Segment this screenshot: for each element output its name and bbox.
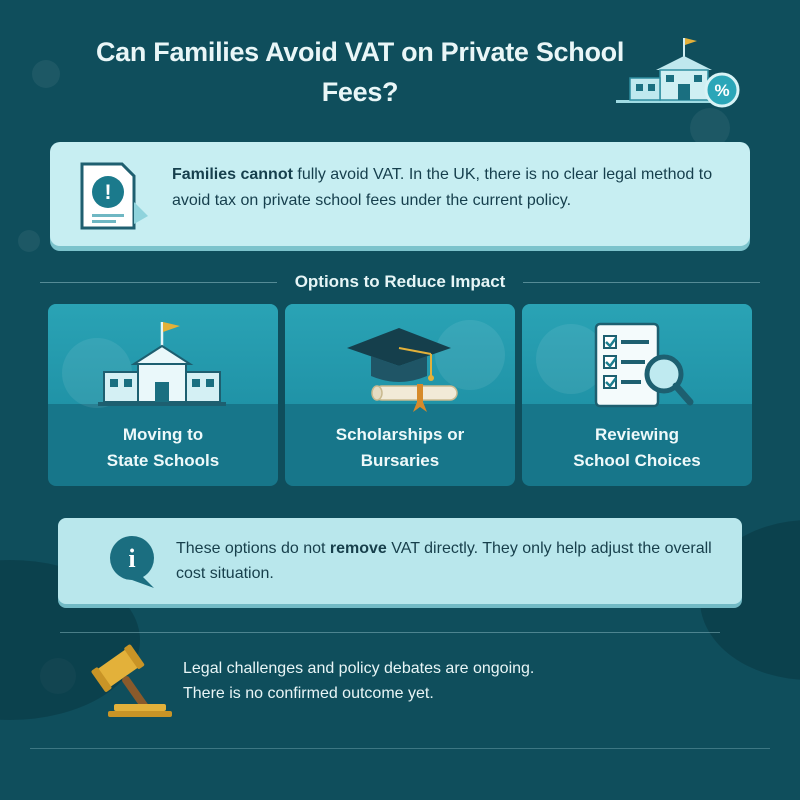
key-answer-body: fully avoid VAT. In the UK, there is no clear legal method to avoid tax on private school fees under the current policy.	[172, 166, 713, 209]
info-note-card	[58, 518, 742, 604]
info-text-before: These options do not	[176, 540, 330, 557]
option-card-school-choices	[522, 304, 752, 486]
option-label-line-1: Reviewing	[594, 425, 680, 444]
divider-line-right	[523, 282, 760, 283]
percent-badge-symbol: %	[714, 81, 730, 100]
legal-line-1: Legal challenges and policy debates are ongoing.	[183, 660, 535, 677]
option-label-line-1: Moving to	[122, 425, 204, 444]
options-heading: Options to Reduce Impact	[294, 272, 506, 291]
option-label	[522, 422, 752, 474]
key-answer-text	[172, 162, 732, 214]
gavel-icon	[84, 640, 176, 720]
school-building-icon	[48, 304, 278, 414]
key-answer-bold: Families cannot	[172, 166, 293, 183]
option-label	[48, 422, 278, 474]
background-bubble	[18, 230, 40, 252]
title-line-2: Fees?	[321, 77, 399, 107]
page-title	[60, 32, 660, 112]
divider-line-left	[40, 282, 277, 283]
school-percent-icon	[608, 32, 748, 112]
options-divider	[40, 270, 760, 294]
option-label-line-2: State Schools	[106, 451, 220, 470]
alert-exclamation: !	[104, 181, 112, 204]
title-line-1: Can Families Avoid VAT on Private School	[95, 37, 625, 67]
checklist-magnifier-icon	[522, 304, 752, 414]
info-speech-bubble-icon	[102, 530, 162, 594]
info-text-after: VAT directly. They only help adjust the overall cost situation.	[176, 540, 712, 582]
option-card-scholarships	[285, 304, 515, 486]
info-text-bold: remove	[329, 540, 387, 557]
legal-line-2: There is no confirmed outcome yet.	[183, 685, 434, 702]
option-card-state-schools	[48, 304, 278, 486]
option-label-line-2: Bursaries	[360, 451, 440, 470]
info-note-text	[176, 536, 716, 586]
graduation-cap-diploma-icon	[285, 304, 515, 414]
background-bubble	[32, 60, 60, 88]
option-label-line-2: School Choices	[573, 451, 701, 470]
legal-status-text	[183, 656, 703, 706]
key-answer-card	[50, 142, 750, 246]
exclamation-document-icon	[72, 160, 152, 232]
footer-divider	[30, 748, 770, 749]
option-label	[285, 422, 515, 474]
info-symbol: i	[128, 544, 136, 573]
option-label-line-1: Scholarships or	[335, 425, 465, 444]
section-divider	[60, 632, 720, 633]
